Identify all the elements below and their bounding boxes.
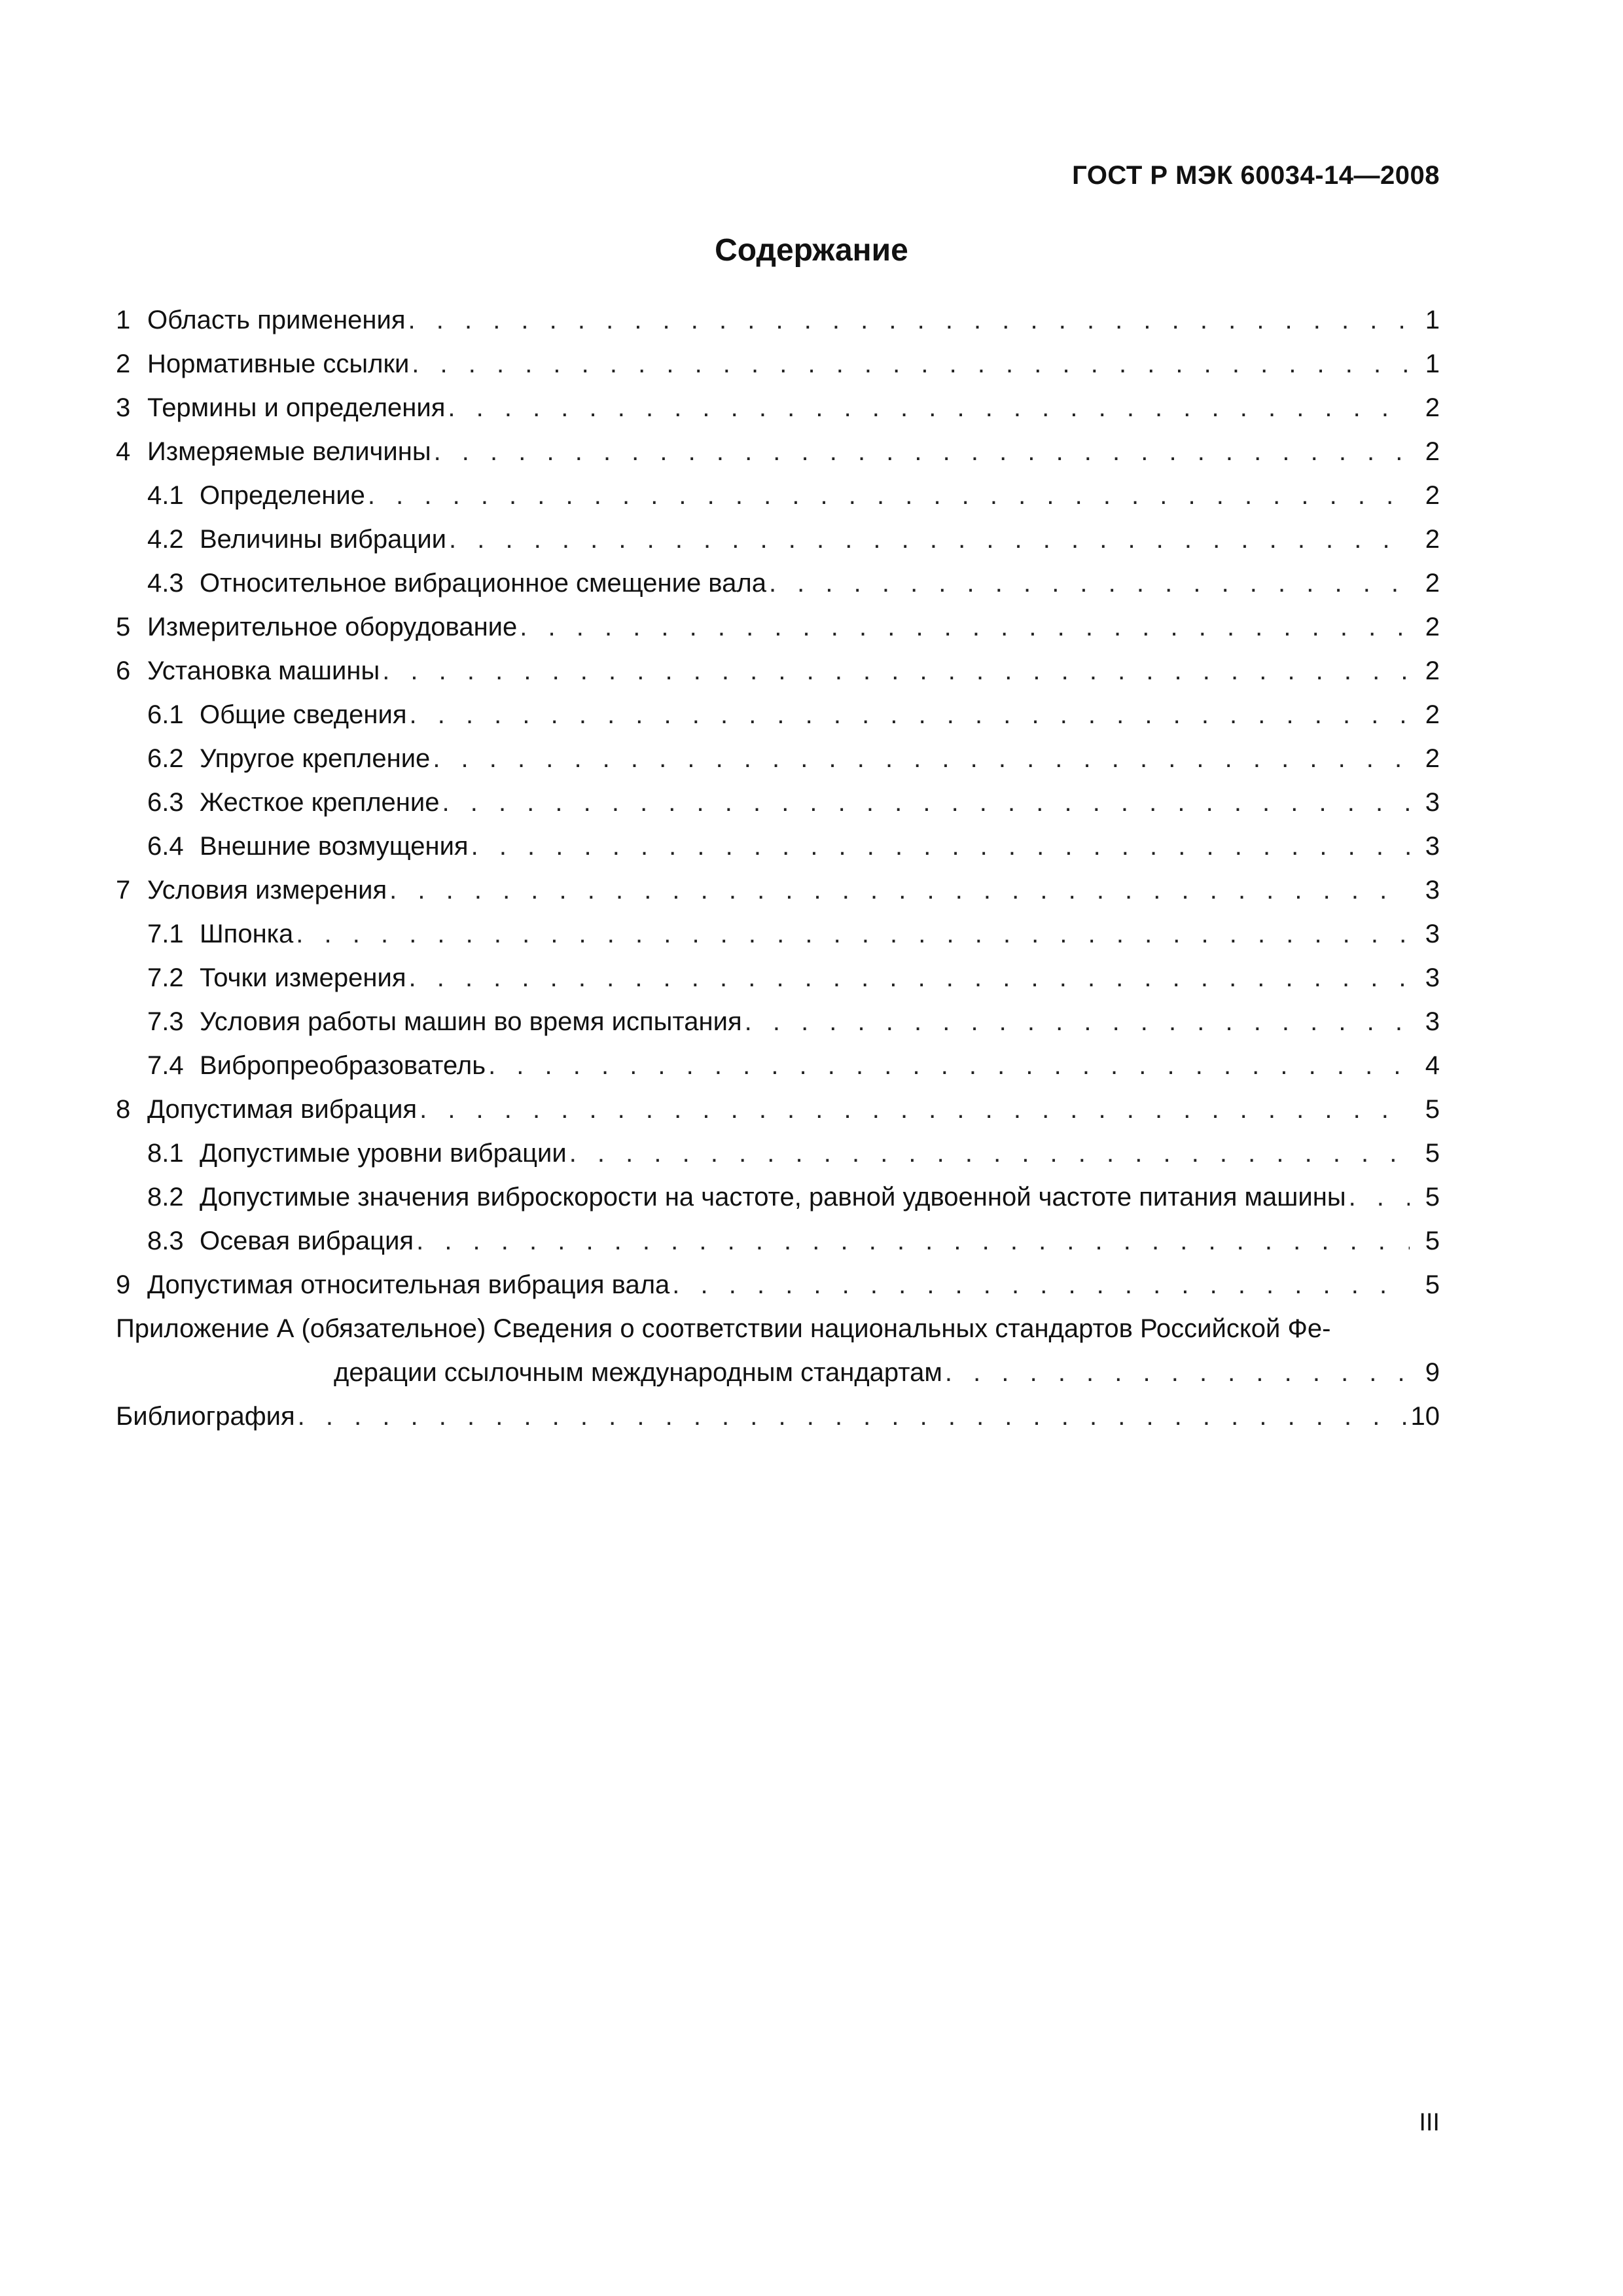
toc-number: 4	[116, 437, 131, 466]
toc-label: Осевая вибрация	[200, 1219, 416, 1263]
toc-number: 7.1	[147, 920, 184, 948]
toc-label: Условия измерения	[147, 869, 389, 912]
toc-page: 5	[1410, 1263, 1440, 1307]
leader-dots	[412, 342, 1410, 386]
leader-dots	[449, 518, 1410, 562]
toc-page: 2	[1410, 605, 1440, 649]
toc-entry-6-2[interactable]	[116, 737, 1440, 781]
leader-dots	[409, 956, 1410, 1000]
appendix-title-line-1: Приложение А (обязательное) Сведения о соответствии национальных стандартов Российской Фе-	[116, 1314, 1331, 1343]
toc-label: Допустимая относительная вибрация вала	[147, 1263, 672, 1307]
leader-dots	[745, 1000, 1410, 1044]
leader-dots	[569, 1132, 1410, 1175]
page-title: Содержание	[715, 233, 908, 268]
toc-number: 9	[116, 1270, 131, 1299]
toc-number: 4.3	[147, 569, 184, 598]
leader-dots	[945, 1351, 1410, 1395]
leader-dots	[298, 1395, 1407, 1439]
toc-page: 3	[1410, 956, 1440, 1000]
toc-page: 2	[1410, 693, 1440, 737]
toc-entry-7-1[interactable]	[116, 912, 1440, 956]
toc-page: 2	[1410, 518, 1440, 562]
toc-entry-3[interactable]	[116, 386, 1440, 430]
toc-entry-6[interactable]	[116, 649, 1440, 693]
toc-label: Нормативные ссылки	[147, 342, 412, 386]
toc-label: Относительное вибрационное смещение вала	[200, 562, 769, 605]
toc-entry-8[interactable]	[116, 1088, 1440, 1132]
toc-page: 2	[1410, 562, 1440, 605]
toc-label: Шпонка	[200, 912, 296, 956]
toc-entry-5[interactable]	[116, 605, 1440, 649]
toc-label: Установка машины	[147, 649, 382, 693]
toc-entry-2[interactable]	[116, 342, 1440, 386]
toc-number: 4.1	[147, 481, 184, 510]
toc-label: Общие сведения	[200, 693, 409, 737]
toc-page: 5	[1410, 1175, 1440, 1219]
toc-label: Допустимые уровни вибрации	[200, 1132, 569, 1175]
toc-page: 2	[1410, 474, 1440, 518]
toc-label: Внешние возмущения	[200, 825, 471, 869]
leader-dots	[488, 1044, 1410, 1088]
toc-number: 6.3	[147, 788, 184, 817]
toc-entry-4-1[interactable]	[116, 474, 1440, 518]
toc-page: 5	[1410, 1088, 1440, 1132]
toc-page: 2	[1410, 737, 1440, 781]
toc-label: Упругое крепление	[200, 737, 433, 781]
leader-dots	[409, 693, 1410, 737]
toc-page: 10	[1407, 1395, 1440, 1439]
toc-label: Точки измерения	[200, 956, 409, 1000]
toc-label: Вибропреобразователь	[200, 1044, 488, 1088]
toc-page: 3	[1410, 869, 1440, 912]
leader-dots	[434, 430, 1410, 474]
leader-dots	[416, 1219, 1410, 1263]
leader-dots	[448, 386, 1410, 430]
toc-page: 3	[1410, 912, 1440, 956]
toc-number: 8.3	[147, 1227, 184, 1255]
table-of-contents	[116, 298, 1440, 1439]
toc-entry-4[interactable]	[116, 430, 1440, 474]
toc-entry-6-4[interactable]	[116, 825, 1440, 869]
toc-label: Термины и определения	[147, 386, 448, 430]
appendix-title-line-2: дерации ссылочным международным стандартам	[334, 1351, 945, 1395]
toc-entry-7-4[interactable]	[116, 1044, 1440, 1088]
toc-entry-8-1[interactable]	[116, 1132, 1440, 1175]
toc-label: Условия работы машин во время испытания	[200, 1000, 745, 1044]
toc-label: Определение	[200, 474, 368, 518]
toc-entry-8-3[interactable]	[116, 1219, 1440, 1263]
toc-label: Жесткое крепление	[200, 781, 442, 825]
toc-entry-4-3[interactable]	[116, 562, 1440, 605]
toc-number: 6.4	[147, 832, 184, 861]
toc-number: 5	[116, 613, 131, 641]
toc-page: 1	[1410, 298, 1440, 342]
toc-page: 5	[1410, 1219, 1440, 1263]
leader-dots	[368, 474, 1410, 518]
leader-dots	[1349, 1175, 1410, 1219]
toc-number: 7.3	[147, 1007, 184, 1036]
toc-page: 3	[1410, 781, 1440, 825]
toc-number: 6	[116, 656, 131, 685]
leader-dots	[442, 781, 1410, 825]
toc-page: 4	[1410, 1044, 1440, 1088]
toc-entry-7-2[interactable]	[116, 956, 1440, 1000]
toc-label: Допустимые значения виброскорости на частоте, равной удвоенной частоте питания машины	[200, 1175, 1349, 1219]
leader-dots	[520, 605, 1410, 649]
toc-entry-1[interactable]	[116, 298, 1440, 342]
toc-label: Величины вибрации	[200, 518, 449, 562]
toc-label: Допустимая вибрация	[147, 1088, 419, 1132]
leader-dots	[389, 869, 1410, 912]
toc-number: 7	[116, 876, 131, 905]
document-id: ГОСТ Р МЭК 60034-14—2008	[1072, 161, 1440, 190]
toc-page: 3	[1410, 1000, 1440, 1044]
toc-number: 8.1	[147, 1139, 184, 1168]
leader-dots	[433, 737, 1410, 781]
toc-number: 4.2	[147, 525, 184, 554]
toc-number: 6.1	[147, 700, 184, 729]
leader-dots	[382, 649, 1410, 693]
leader-dots	[672, 1263, 1410, 1307]
toc-entry-6-1[interactable]	[116, 693, 1440, 737]
toc-number: 8.2	[147, 1183, 184, 1211]
toc-number: 1	[116, 306, 131, 334]
toc-page: 2	[1410, 386, 1440, 430]
toc-entry-4-2[interactable]	[116, 518, 1440, 562]
toc-number: 6.2	[147, 744, 184, 773]
toc-entry-7[interactable]	[116, 869, 1440, 912]
toc-page: 2	[1410, 430, 1440, 474]
toc-entry-8-2[interactable]	[116, 1175, 1440, 1219]
toc-page: 3	[1410, 825, 1440, 869]
leader-dots	[419, 1088, 1410, 1132]
toc-number: 7.2	[147, 963, 184, 992]
toc-entry-7-3[interactable]	[116, 1000, 1440, 1044]
leader-dots	[408, 298, 1410, 342]
toc-entry-appendix-a[interactable]	[116, 1307, 1440, 1395]
leader-dots	[769, 562, 1410, 605]
toc-entry-6-3[interactable]	[116, 781, 1440, 825]
toc-page: 5	[1410, 1132, 1440, 1175]
toc-label: Область применения	[147, 298, 408, 342]
toc-page: 9	[1410, 1351, 1440, 1395]
toc-page: 2	[1410, 649, 1440, 693]
toc-number: 7.4	[147, 1051, 184, 1080]
toc-number: 3	[116, 393, 131, 422]
toc-entry-bibliography[interactable]	[116, 1395, 1440, 1439]
toc-label: Измеряемые величины	[147, 430, 434, 474]
page-number: III	[1419, 2109, 1440, 2136]
toc-number: 2	[116, 350, 131, 378]
toc-number: 8	[116, 1095, 131, 1124]
toc-label: Библиография	[116, 1395, 298, 1439]
toc-page: 1	[1410, 342, 1440, 386]
toc-entry-9[interactable]	[116, 1263, 1440, 1307]
toc-label: Измерительное оборудование	[147, 605, 520, 649]
leader-dots	[471, 825, 1410, 869]
leader-dots	[296, 912, 1410, 956]
